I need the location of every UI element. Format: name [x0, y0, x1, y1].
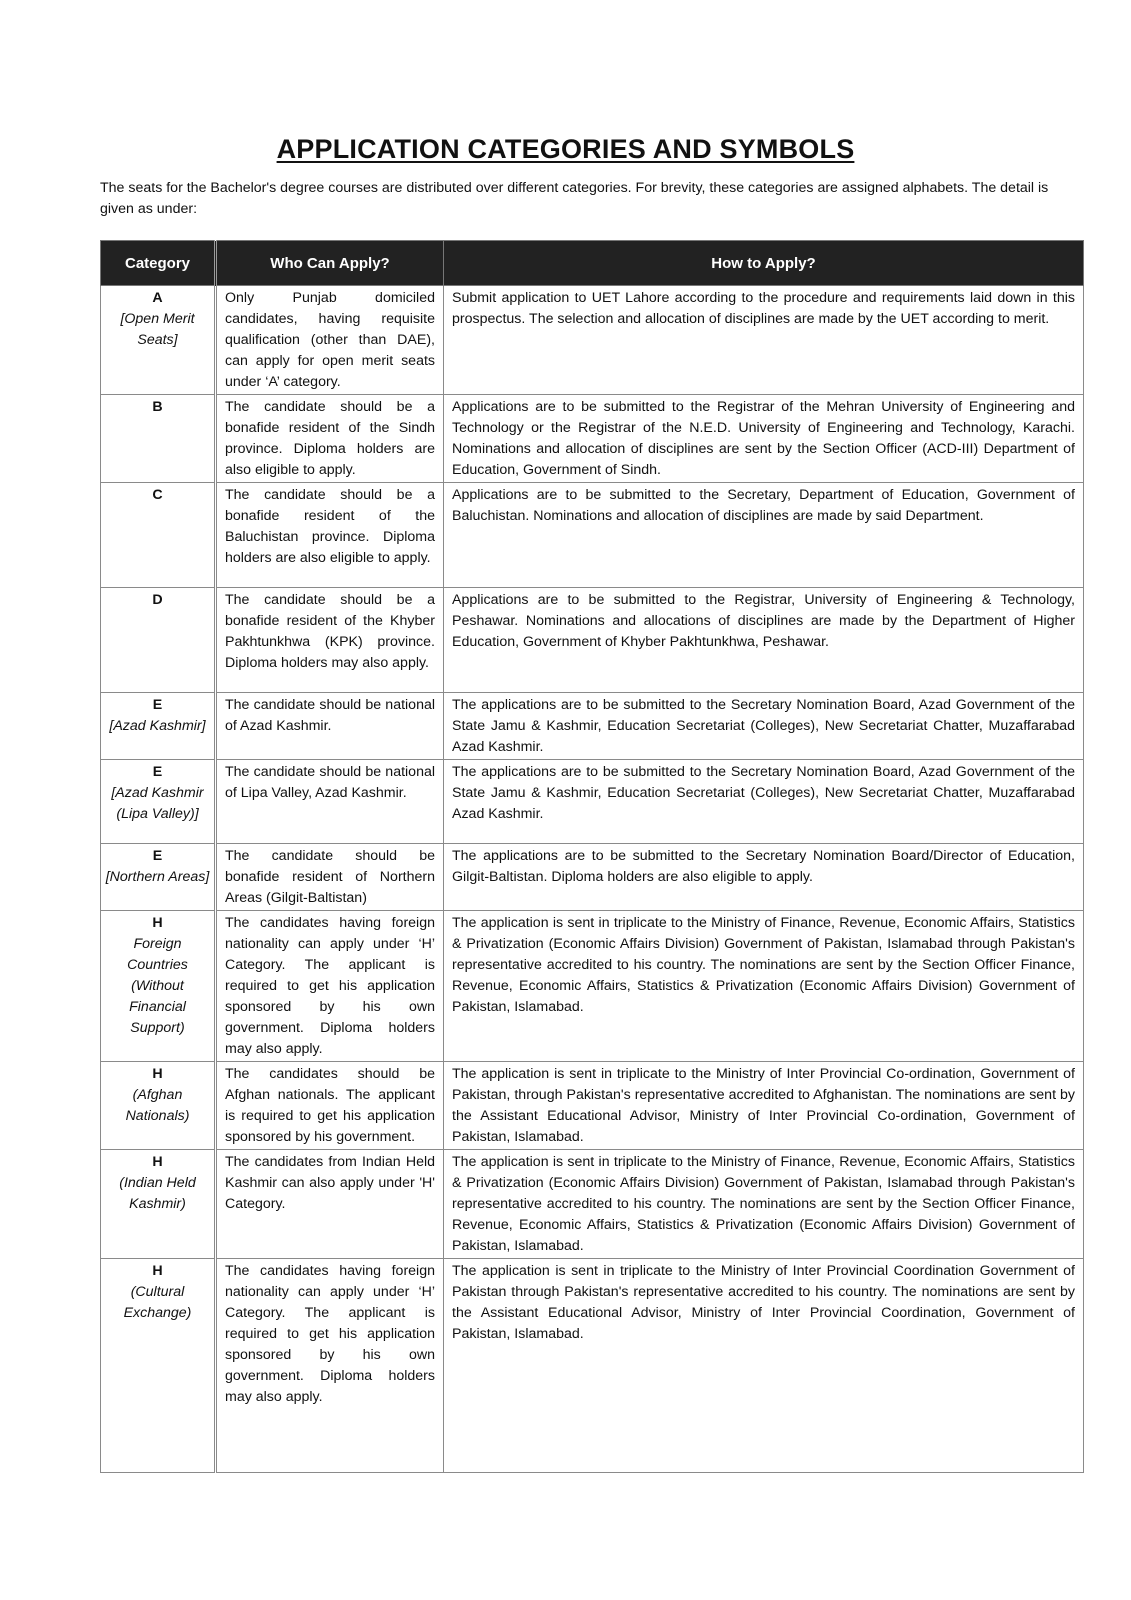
how-to-apply-cell: The application is sent in triplicate to the Ministry of Finance, Revenue, Economic Affairs, Statistics & Privatization (Economic Affairs Division) Government of Pakistan, Islamabad through Pakistan's representative accredited to his country. The nominations are sent by the Section Officer Finance, Revenue, Economic Affairs, Statistics & Privatization (Economic Affairs Division) Government of Pakistan, Islamabad. [444, 1150, 1084, 1259]
how-to-apply-cell: The applications are to be submitted to the Secretary Nomination Board/Director of Education, Gilgit-Baltistan. Diploma holders are also eligible to apply. [444, 844, 1084, 911]
page-title [0, 134, 1131, 165]
category-label: (Indian Held Kashmir) [119, 1175, 196, 1212]
table-row [101, 693, 1084, 760]
table-row [101, 395, 1084, 483]
how-to-apply-cell: The application is sent in triplicate to the Ministry of Finance, Revenue, Economic Affairs, Statistics & Privatization (Economic Affairs Division) Government of Pakistan, Islamabad through Pakistan's representative accredited to his country. The nominations are sent by the Section Officer Finance, Revenue, Economic Affairs, Statistics & Privatization (Economic Affairs Division) Government of Pakistan, Islamabad. [444, 911, 1084, 1062]
category-code: H [152, 1066, 163, 1082]
table-row [101, 286, 1084, 395]
who-can-apply-cell: The candidate should be national of Lipa Valley, Azad Kashmir. [216, 760, 444, 844]
how-to-apply-cell: Applications are to be submitted to the Secretary, Department of Education, Government of Baluchistan. Nominations and allocation of disciplines are made by said Department. [444, 483, 1084, 588]
header-category: Category [101, 241, 216, 286]
table-row [101, 911, 1084, 1062]
who-can-apply-cell: The candidates should be Afghan nationals. The applicant is required to get his application sponsored by his government. [216, 1062, 444, 1150]
category-label: [Azad Kashmir] [109, 718, 206, 734]
category-cell [101, 1062, 216, 1150]
who-can-apply-cell: The candidate should be a bonafide resident of the Baluchistan province. Diploma holders are also eligible to apply. [216, 483, 444, 588]
category-cell [101, 844, 216, 911]
category-cell [101, 1259, 216, 1473]
how-to-apply-cell: The applications are to be submitted to the Secretary Nomination Board, Azad Government of the State Jamu & Kashmir, Education Secretariat (Colleges), New Secretariat Chatter, Muzaffarabad Azad Kashmir. [444, 760, 1084, 844]
header-how-to-apply: How to Apply? [444, 241, 1084, 286]
category-cell [101, 760, 216, 844]
category-label: (Cultural Exchange) [123, 1284, 192, 1321]
categories-table [100, 240, 1084, 1473]
category-code: E [152, 764, 163, 780]
category-label: [Northern Areas] [105, 869, 210, 885]
table-row [101, 483, 1084, 588]
who-can-apply-cell: The candidate should be a bonafide resident of the Khyber Pakhtunkhwa (KPK) province. Diploma holders may also apply. [216, 588, 444, 693]
category-code: D [152, 592, 163, 608]
category-label: Foreign Countries (Without Financial Support) [127, 936, 188, 1036]
table-row [101, 1259, 1084, 1473]
how-to-apply-cell: The application is sent in triplicate to the Ministry of Inter Provincial Coordination Government of Pakistan through Pakistan's representative accredited to his country. The nominations are sent by the Assistant Educational Advisor, Ministry of Inter Provincial Coordination, Government of Pakistan, Islamabad. [444, 1259, 1084, 1473]
category-code: H [152, 915, 163, 931]
category-code: H [152, 1263, 163, 1279]
category-code: B [152, 399, 163, 415]
who-can-apply-cell: The candidate should be bonafide resident of Northern Areas (Gilgit-Baltistan) [216, 844, 444, 911]
table-row [101, 1150, 1084, 1259]
who-can-apply-cell: The candidates having foreign nationality can apply under ‘H’ Category. The applicant is required to get his application sponsored by his own government. Diploma holders may also apply. [216, 1259, 444, 1473]
who-can-apply-cell: The candidate should be a bonafide resident of the Sindh province. Diploma holders are also eligible to apply. [216, 395, 444, 483]
intro-paragraph: The seats for the Bachelor's degree courses are distributed over different categories. For brevity, these categories are assigned alphabets. The detail is given as under: [100, 180, 1049, 217]
category-label: [Open Merit Seats] [120, 311, 195, 348]
category-code: A [152, 290, 163, 306]
category-code: C [152, 487, 163, 503]
who-can-apply-cell: The candidates having foreign nationality can apply under ‘H’ Category. The applicant is required to get his application sponsored by his own government. Diploma holders may also apply. [216, 911, 444, 1062]
category-cell [101, 588, 216, 693]
who-can-apply-cell: The candidates from Indian Held Kashmir can also apply under 'H' Category. [216, 1150, 444, 1259]
category-cell [101, 1150, 216, 1259]
page-title-text: APPLICATION CATEGORIES AND SYMBOLS [276, 134, 855, 164]
who-can-apply-cell: The candidate should be national of Azad Kashmir. [216, 693, 444, 760]
table-row [101, 1062, 1084, 1150]
table-row [101, 844, 1084, 911]
category-cell [101, 483, 216, 588]
category-label: [Azad Kashmir (Lipa Valley)] [111, 785, 204, 822]
header-who-can-apply: Who Can Apply? [216, 241, 444, 286]
category-cell [101, 911, 216, 1062]
how-to-apply-cell: Applications are to be submitted to the Registrar of the Mehran University of Engineering and Technology or the Registrar of the N.E.D. University of Engineering and Technology, Karachi. Nominations and allocation of disciplines are sent by the Section Officer (ACD-III) Department of Education, Government of Sindh. [444, 395, 1084, 483]
category-cell [101, 693, 216, 760]
how-to-apply-cell: The application is sent in triplicate to the Ministry of Inter Provincial Co-ordination, Government of Pakistan, through Pakistan's representative accredited to Afghanistan. The nominations are sent by the Assistant Educational Advisor, Ministry of Inter Provincial Co-ordination, Government of Pakistan, Islamabad. [444, 1062, 1084, 1150]
category-code: E [152, 697, 163, 713]
table-row [101, 588, 1084, 693]
who-can-apply-cell: Only Punjab domiciled candidates, having requisite qualification (other than DAE), can apply for open merit seats under ‘A’ category. [216, 286, 444, 395]
how-to-apply-cell: The applications are to be submitted to the Secretary Nomination Board, Azad Government of the State Jamu & Kashmir, Education Secretariat (Colleges), New Secretariat Chatter, Muzaffarabad Azad Kashmir. [444, 693, 1084, 760]
table-row [101, 760, 1084, 844]
category-code: E [152, 848, 163, 864]
how-to-apply-cell: Submit application to UET Lahore according to the procedure and requirements laid down in this prospectus. The selection and allocation of disciplines are made by the UET according to merit. [444, 286, 1084, 395]
table-header-row [101, 241, 1084, 286]
category-cell [101, 395, 216, 483]
category-code: H [152, 1154, 163, 1170]
how-to-apply-cell: Applications are to be submitted to the Registrar, University of Engineering & Technology, Peshawar. Nominations and allocations of disciplines are made by the Department of Higher Education, Government of Khyber Pakhtunkhwa, Peshawar. [444, 588, 1084, 693]
category-cell [101, 286, 216, 395]
category-label: (Afghan Nationals) [125, 1087, 190, 1124]
